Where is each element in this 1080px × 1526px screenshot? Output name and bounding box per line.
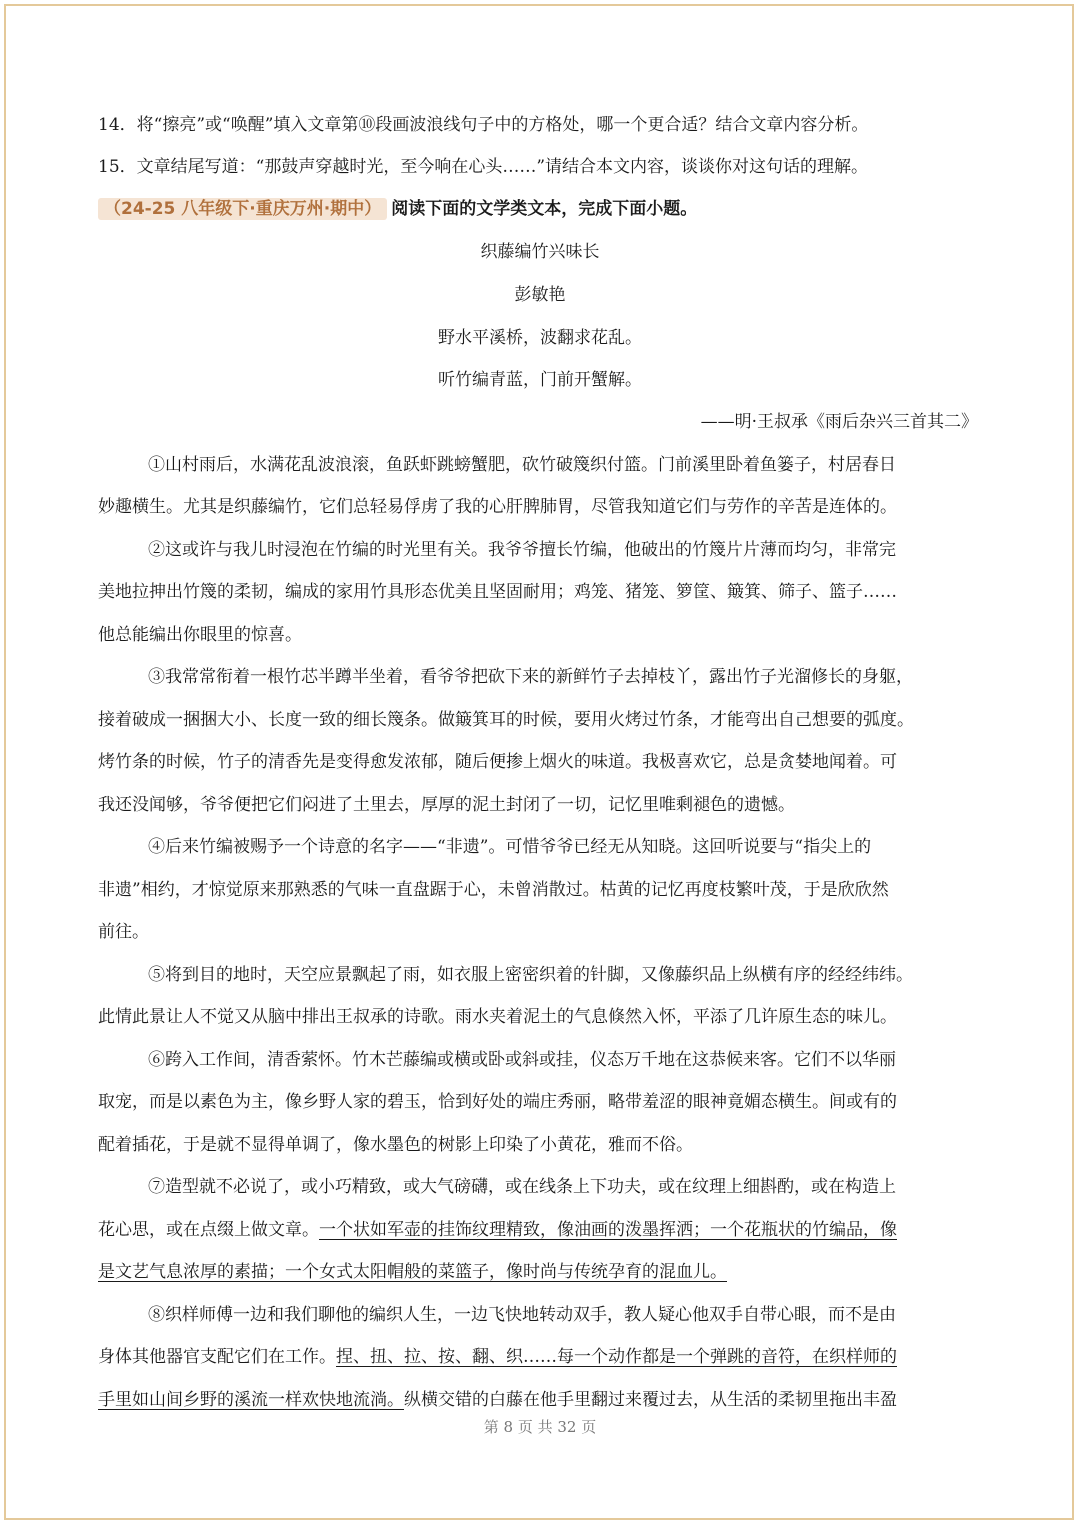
article-author: 彭敏艳 bbox=[514, 285, 566, 305]
article-title: 织藤编竹兴味长 bbox=[480, 242, 600, 262]
paragraph-6-line-1: ⑥跨入工作间，清香萦怀。竹木芒藤编或横或卧或斜或挂，仪态万千地在这恭候来客。它们不以华丽 bbox=[148, 1050, 896, 1070]
paragraph-8-plain-text-2: 纵横交错的白藤在他手里翻过来覆过去，从生活的柔韧里拖出丰盈 bbox=[404, 1390, 897, 1410]
paragraph-1-line-2: 妙趣横生。尤其是织藤编竹，它们总轻易俘虏了我的心肝脾肺胃，尽管我知道它们与劳作的辛苦是连体的。 bbox=[98, 497, 897, 517]
paragraph-3-line-1: ③我常常衔着一根竹芯半蹲半坐着，看爷爷把砍下来的新鲜竹子去掉枝丫，露出竹子光溜修长的身躯， bbox=[148, 667, 913, 687]
paragraph-8-line-3 bbox=[98, 1389, 988, 1411]
paragraph-7-line-1: ⑦造型就不必说了，或小巧精致，或大气磅礴，或在线条上下功夫，或在纹理上细斟酌，或在构造上 bbox=[148, 1177, 896, 1197]
paragraph-7-underlined-text-2: 是文艺气息浓厚的素描；一个女式太阳帽般的菜篮子，像时尚与传统孕育的混血儿。 bbox=[98, 1262, 727, 1282]
paragraph-7-line-2 bbox=[98, 1219, 988, 1241]
paragraph-8-line-1: ⑧织样师傅一边和我们聊他的编织人生，一边飞快地转动双手，教人疑心他双手自带心眼，而不是由 bbox=[148, 1305, 896, 1325]
question-14: 14．将“擦亮”或“唤醒”填入文章第⑩段画波浪线句子中的方格处，哪一个更合适？结合文章内容分析。 bbox=[98, 115, 869, 135]
paragraph-8-plain-text: 身体其他器官支配它们在工作。 bbox=[98, 1347, 336, 1367]
paragraph-1-line-1: ①山村雨后，水满花乱波浪滚，鱼跃虾跳螃蟹肥，砍竹破篾织付篮。门前溪里卧着鱼篓子，村居春日 bbox=[148, 455, 896, 475]
poem-line-1: 野水平溪桥，波翻求花乱。 bbox=[438, 328, 642, 348]
section-header bbox=[98, 198, 988, 220]
paragraph-5-line-2: 此情此景让人不觉又从脑中排出王叔承的诗歌。雨水夹着泥土的气息倏然入怀，平添了几许原生态的味儿。 bbox=[98, 1007, 897, 1027]
paragraph-4-line-1: ④后来竹编被赐予一个诗意的名字——“非遗”。可惜爷爷已经无从知晓。这回听说要与“指尖上的 bbox=[148, 837, 872, 857]
paragraph-8-line-2 bbox=[98, 1346, 988, 1368]
paragraph-3-line-4: 我还没闻够，爷爷便把它们闷进了土里去，厚厚的泥土封闭了一切，记忆里唯剩褪色的遗憾。 bbox=[98, 795, 795, 815]
poem-source: ——明·王叔承《雨后杂兴三首其二》 bbox=[700, 412, 978, 432]
paragraph-4-line-2: 非遗”相约，才惊觉原来那熟悉的气味一直盘踞于心，未曾消散过。枯黄的记忆再度枝繁叶茂，于是欣欣然 bbox=[98, 880, 889, 900]
paragraph-7-line-3 bbox=[98, 1261, 988, 1283]
section-instruction: 阅读下面的文学类文本，完成下面小题。 bbox=[391, 199, 698, 219]
paragraph-2-line-1: ②这或许与我儿时浸泡在竹编的时光里有关。我爷爷擅长竹编，他破出的竹篾片片薄而均匀，非常完 bbox=[148, 540, 896, 560]
paragraph-4-line-3: 前往。 bbox=[98, 922, 149, 942]
source-tag: （24-25 八年级下·重庆万州·期中） bbox=[98, 198, 387, 220]
paragraph-7-plain-text: 花心思，或在点缀上做文章。 bbox=[98, 1220, 319, 1240]
paragraph-6-line-2: 取宠，而是以素色为主，像乡野人家的碧玉，恰到好处的端庄秀丽，略带羞涩的眼神竟媚态横生。间或有的 bbox=[98, 1092, 897, 1112]
paragraph-7-underlined-text: 一个状如军壶的挂饰纹理精致，像油画的泼墨挥洒；一个花瓶状的竹编品，像 bbox=[319, 1220, 897, 1240]
question-15: 15．文章结尾写道：“那鼓声穿越时光，至今响在心头……”请结合本文内容，谈谈你对这句话的理解。 bbox=[98, 157, 869, 177]
paragraph-5-line-1: ⑤将到目的地时，天空应景飘起了雨，如衣服上密密织着的针脚，又像藤织品上纵横有序的经经纬纬。 bbox=[148, 965, 913, 985]
paragraph-2-line-2: 美地拉抻出竹篾的柔韧，编成的家用竹具形态优美且坚固耐用；鸡笼、猪笼、箩筐、簸箕、筛子、篮子…… bbox=[98, 582, 897, 602]
poem-line-2: 听竹编青蓝，门前开蟹解。 bbox=[438, 370, 642, 390]
page-number: 第 8 页 共 32 页 bbox=[483, 1418, 597, 1436]
paragraph-8-underlined-text: 捏、扭、拉、按、翻、织……每一个动作都是一个弹跳的音符，在织样师的 bbox=[336, 1347, 897, 1367]
paragraph-3-line-3: 烤竹条的时候，竹子的清香先是变得愈发浓郁，随后便掺上烟火的味道。我极喜欢它，总是贪婪地闻着。可 bbox=[98, 752, 897, 772]
paragraph-6-line-3: 配着插花，于是就不显得单调了，像水墨色的树影上印染了小黄花，雅而不俗。 bbox=[98, 1135, 693, 1155]
paragraph-2-line-3: 他总能编出你眼里的惊喜。 bbox=[98, 625, 302, 645]
paragraph-8-underlined-text-2: 手里如山间乡野的溪流一样欢快地流淌。 bbox=[98, 1390, 404, 1410]
paragraph-3-line-2: 接着破成一捆捆大小、长度一致的细长篾条。做簸箕耳的时候，要用火烤过竹条，才能弯出自己想要的弧度。 bbox=[98, 710, 914, 730]
